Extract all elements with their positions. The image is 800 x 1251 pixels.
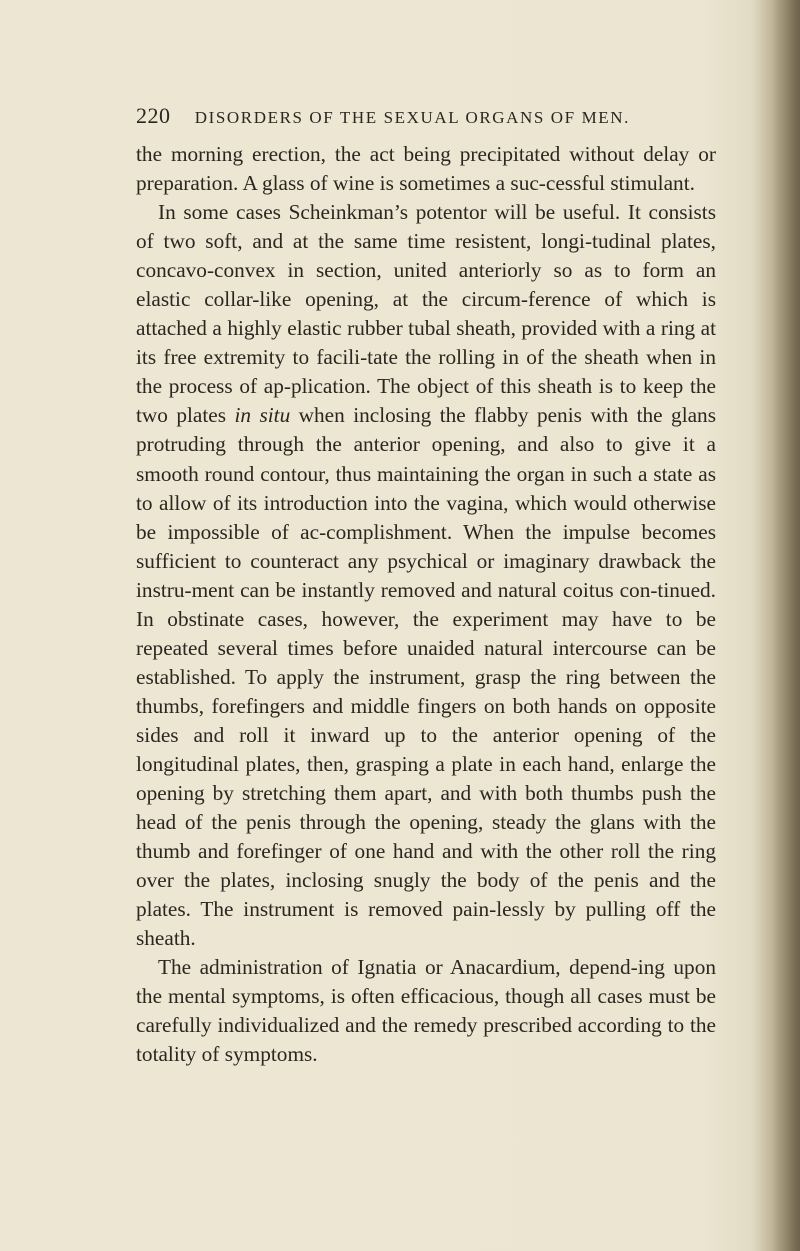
body-text [136, 140, 716, 1070]
paragraph-2-text-end: when inclosing the flabby penis with the glans protruding through the anterior opening, and also to give it a smooth round contour, thus maintaining the organ in such a state as to allow of its introduction into the vagina, which would otherwise be impossible of ac-complishment. When the impulse becomes sufficient to counteract any psychical or imaginary drawback the instru-ment can be instantly removed and natural coitus con-tinued. In obstinate cases, however, the experiment may have to be repeated several times before unaided natural intercourse can be established. To apply the instrument, grasp the ring between the thumbs, forefingers and middle fingers on both hands on opposite sides and roll it inward up to the anterior opening of the longitudinal plates, then, grasping a plate in each hand, enlarge the opening by stretching them apart, and with both thumbs push the head of the penis through the opening, steady the glans with the thumb and forefinger of one hand and with the other roll the ring over the plates, inclosing snugly the body of the penis and the plates. The instrument is removed pain-lessly by pulling off the sheath. [136, 403, 716, 951]
running-header [136, 103, 696, 133]
page-gutter-shadow [772, 0, 800, 1251]
paragraph-1 [136, 140, 716, 198]
paragraph-1-text: the morning erection, the act being precipitated without delay or preparation. A glass of wine is sometimes a suc-cessful stimulant. [136, 142, 716, 196]
paragraph-2 [136, 198, 716, 953]
running-title: DISORDERS OF THE SEXUAL ORGANS OF MEN. [194, 108, 631, 127]
paragraph-3-text: The administration of Ignatia or Anacardium, depend-ing upon the mental symptoms, is often efficacious, though all cases must be carefully individualized and the remedy prescribed according to the totality of symptoms. [136, 955, 716, 1067]
page-number: 220 [136, 103, 171, 128]
paragraph-3 [136, 953, 716, 1069]
paragraph-2-italic-phrase: in situ [234, 403, 291, 428]
paragraph-2-text-start: In some cases Scheinkman’s potentor will be useful. It consists of two soft, and at the same time resistent, longi-tudinal plates, concavo-convex in section, united anteriorly so as to form an elastic collar-like opening, at the circum-ference of which is attached a highly elastic rubber tubal sheath, provided with a ring at its free extremity to facili-tate the rolling in of the sheath when in the process of ap-plication. The object of this sheath is to keep the two plates [136, 200, 716, 428]
